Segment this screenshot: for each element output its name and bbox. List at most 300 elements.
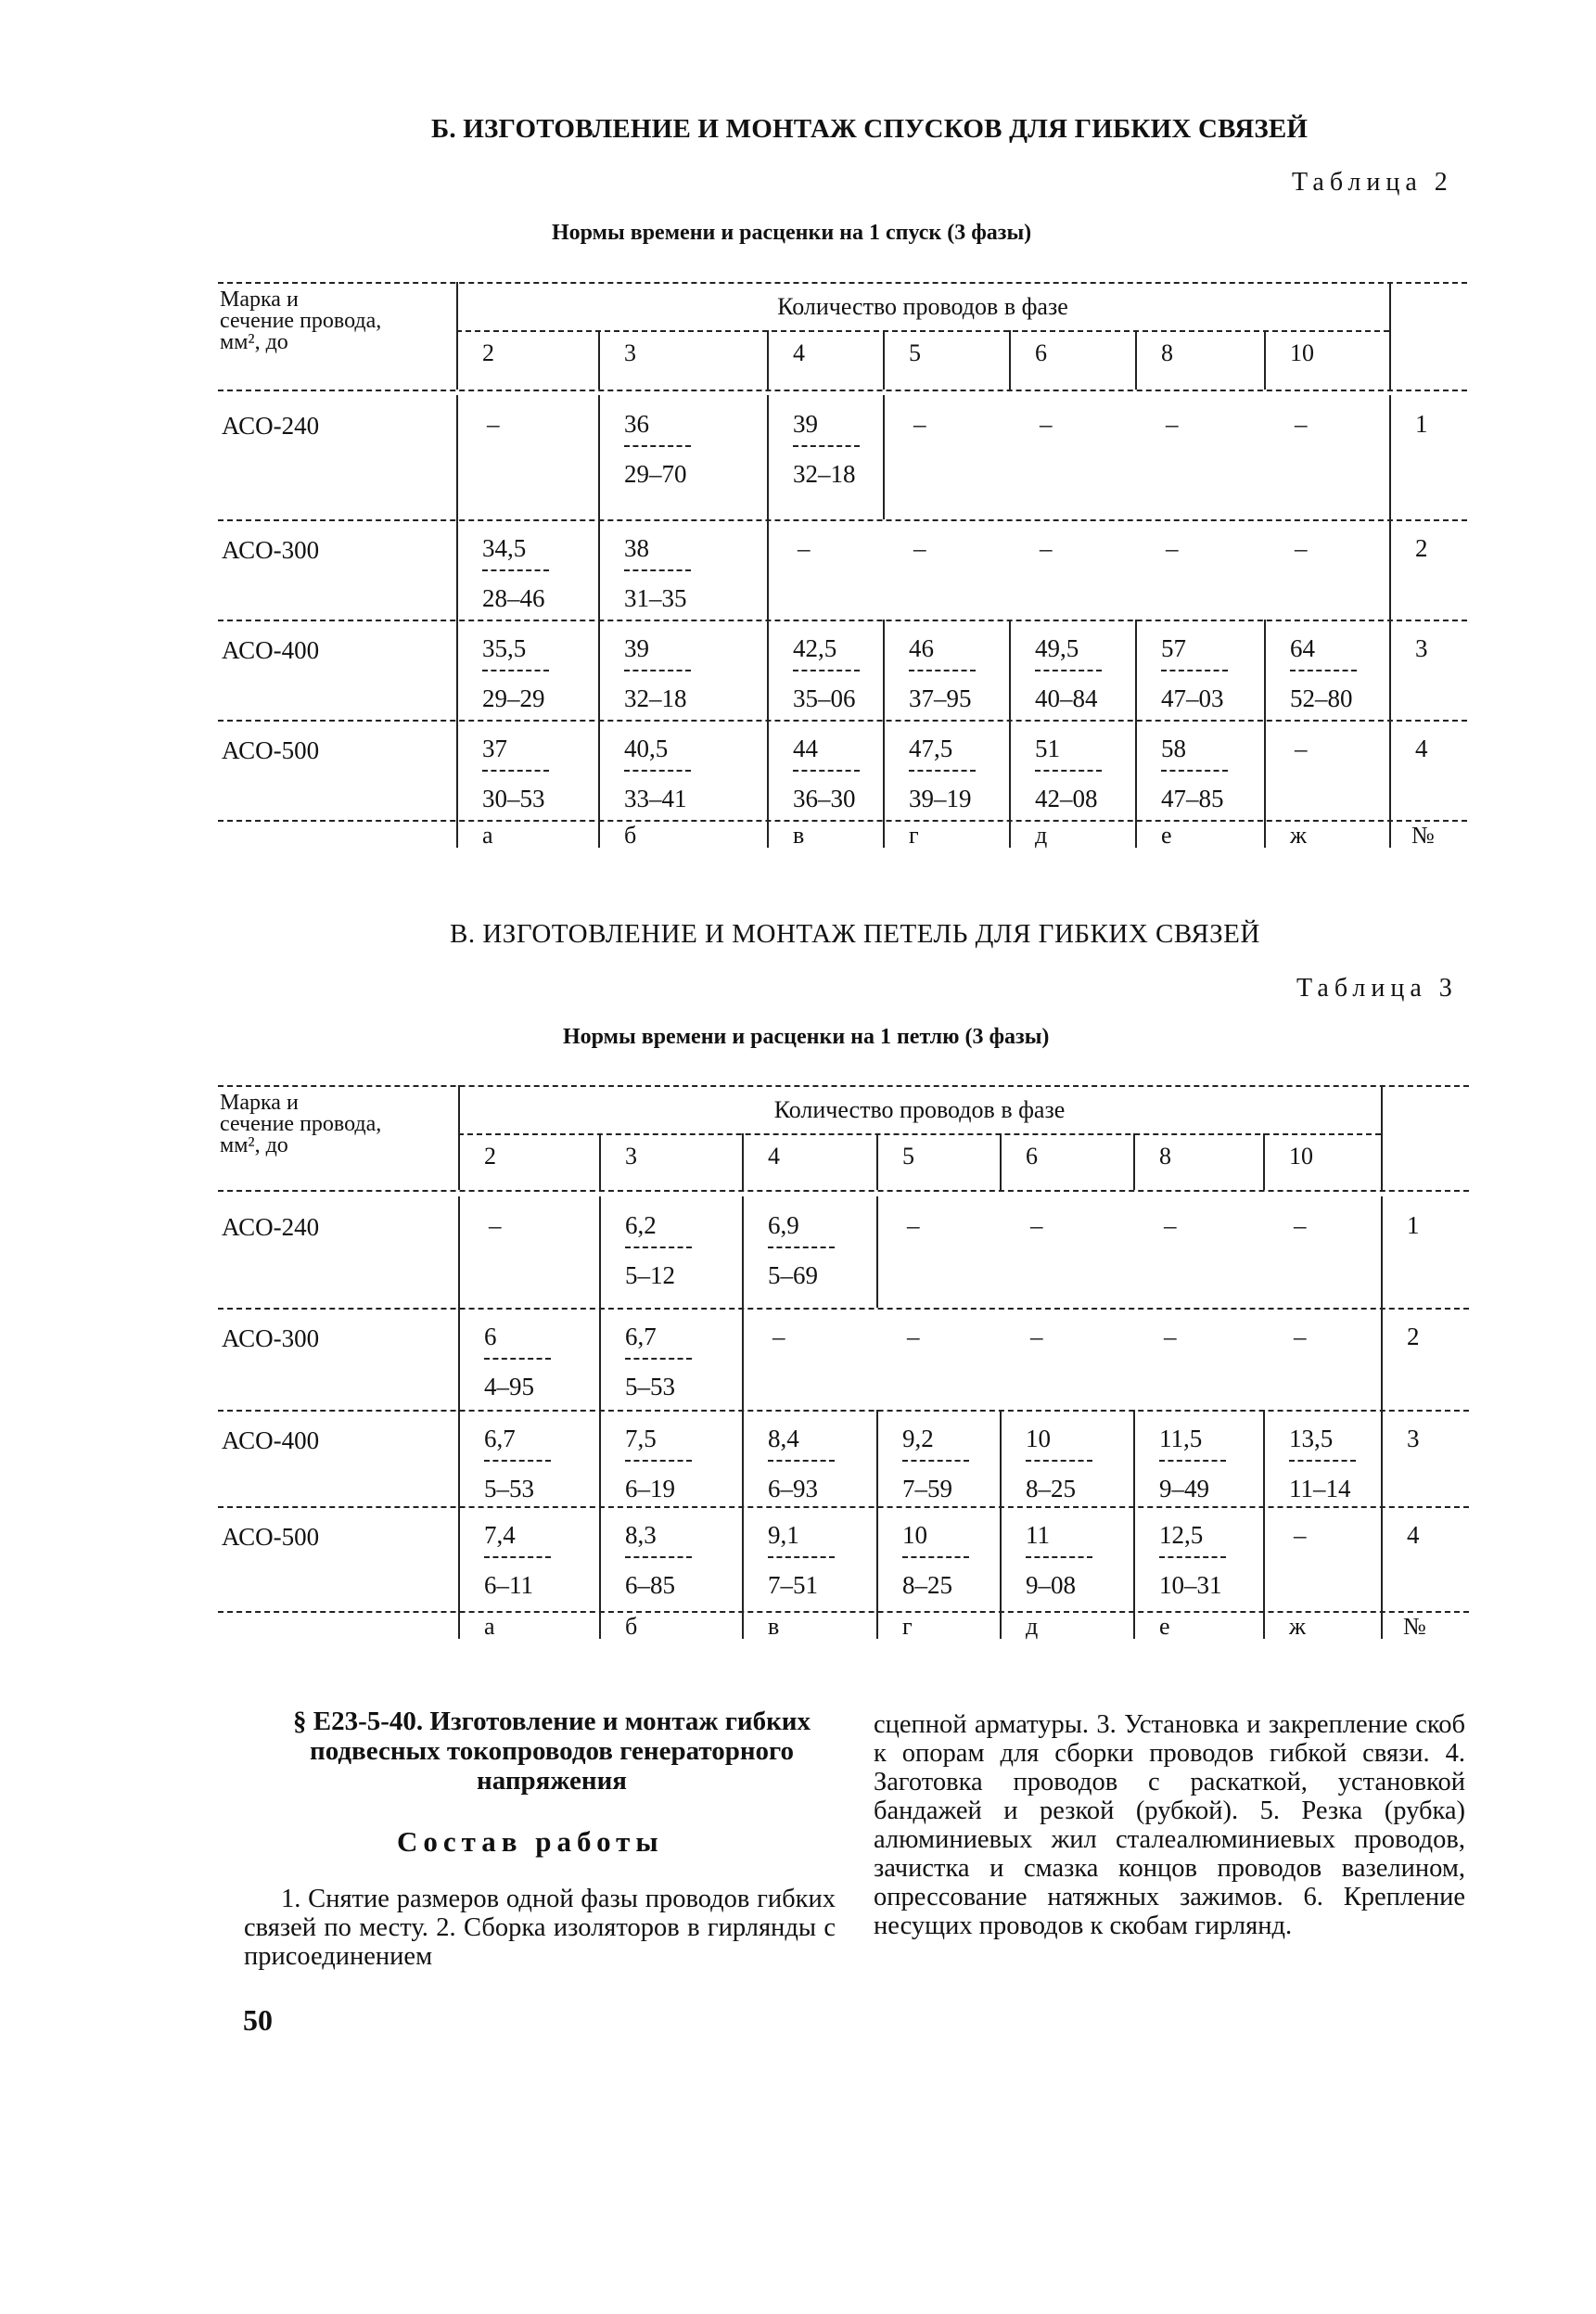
header-vline [1135, 330, 1137, 390]
row-vline [742, 1506, 744, 1611]
header-vline [876, 1133, 878, 1190]
cell-rate: 31–35 [624, 584, 687, 612]
cell-time: 57 [1161, 634, 1186, 662]
header-group-label: Количество проводов в фазе [773, 1096, 1066, 1123]
cell-rate: 42–08 [1035, 785, 1098, 812]
cell-time: 64 [1290, 634, 1315, 662]
cell-rate: 9–08 [1026, 1571, 1076, 1599]
row-vline [1135, 720, 1137, 820]
cell-empty: – [772, 1323, 785, 1350]
row-vline [1389, 620, 1391, 720]
cell-rate: 28–46 [482, 584, 545, 612]
footer-letter: б [624, 822, 637, 849]
cell-divider [1161, 670, 1228, 671]
header-vline [1381, 1085, 1383, 1190]
row-vline [1263, 1506, 1265, 1611]
row-vline [742, 1196, 744, 1308]
cell-empty: – [1040, 534, 1053, 562]
row-rule [218, 1410, 1469, 1412]
cell-divider [624, 670, 691, 671]
footer-vline [456, 820, 458, 848]
cell-divider [624, 445, 691, 447]
header-col-6: 6 [1026, 1143, 1038, 1170]
cell-divider [482, 569, 549, 571]
cell-time: 6,2 [625, 1211, 657, 1239]
row-vline [1381, 1196, 1383, 1308]
cell-time: 38 [624, 534, 649, 562]
table-cell [482, 634, 549, 713]
cell-empty: – [1295, 534, 1308, 562]
cell-divider [1035, 670, 1102, 671]
footer-vline [598, 820, 600, 848]
footer-letter: г [909, 822, 919, 849]
row-асо-240-label: АСО-240 [222, 412, 320, 440]
cell-rate: 29–29 [482, 684, 545, 712]
cell-divider [624, 569, 691, 571]
row-vline [883, 395, 885, 519]
section-v-title: В. ИЗГОТОВЛЕНИЕ И МОНТАЖ ПЕТЕЛЬ ДЛЯ ГИБКИХ СВЯЗЕЙ [450, 919, 1260, 949]
row-асо-400-label: АСО-400 [222, 1426, 320, 1454]
row-vline [767, 395, 769, 519]
cell-time: 9,2 [902, 1425, 934, 1452]
cell-empty: – [1030, 1323, 1043, 1350]
footer-letter: г [902, 1613, 913, 1640]
cell-divider [768, 1246, 835, 1248]
header-col-4: 4 [768, 1143, 780, 1170]
table-3-label: Таблица 3 [1296, 974, 1458, 1003]
row-vline [456, 519, 458, 620]
row-асо-300-label: АСО-300 [222, 1324, 320, 1352]
row-vline [599, 1410, 601, 1506]
table-rule-group [458, 1133, 1381, 1135]
footer-num-label: № [1411, 822, 1435, 849]
row-number: 1 [1415, 410, 1428, 438]
footer-letter: в [768, 1613, 780, 1640]
row-number: 3 [1407, 1425, 1420, 1452]
header-col-5: 5 [909, 339, 921, 366]
footer-letter: д [1035, 822, 1048, 849]
cell-rate: 32–18 [793, 460, 856, 488]
footer-vline [742, 1611, 744, 1639]
row-rule [218, 1308, 1469, 1310]
cell-divider [909, 670, 976, 671]
row-асо-500-label: АСО-500 [222, 736, 320, 764]
header-col-2: 2 [484, 1143, 496, 1170]
row-vline [1264, 720, 1266, 820]
footer-vline [1000, 1611, 1002, 1639]
table-cell [1289, 1425, 1356, 1503]
header-mark-line-1: Марка и [220, 1091, 299, 1115]
cell-time: 10 [1026, 1425, 1051, 1452]
cell-empty: – [798, 534, 811, 562]
row-vline [458, 1308, 460, 1410]
cell-empty: – [913, 534, 926, 562]
table-rule-top [218, 282, 1467, 284]
footer-letter: е [1159, 1613, 1170, 1640]
header-vline [767, 330, 769, 390]
row-vline [1000, 1506, 1002, 1611]
cell-divider [1159, 1460, 1226, 1462]
row-асо-400-label: АСО-400 [222, 636, 320, 664]
header-col-3: 3 [624, 339, 636, 366]
row-vline [876, 1196, 878, 1308]
cell-time: 7,4 [484, 1521, 516, 1549]
table-cell [624, 410, 691, 489]
cell-rate: 33–41 [624, 785, 687, 812]
cell-divider [902, 1556, 969, 1558]
cell-divider [482, 770, 549, 772]
cell-time: 39 [624, 634, 649, 662]
cell-rate: 11–14 [1289, 1475, 1351, 1502]
header-mark-line-3: мм², до [220, 1133, 288, 1157]
row-vline [883, 620, 885, 720]
cell-divider [909, 770, 976, 772]
table-cell [484, 1323, 551, 1401]
paragraph-subtitle: Состав работы [397, 1825, 664, 1858]
header-col-2: 2 [482, 339, 494, 366]
cell-time: 58 [1161, 735, 1186, 762]
row-rule [218, 519, 1467, 521]
cell-divider [482, 670, 549, 671]
cell-rate: 7–51 [768, 1571, 818, 1599]
row-vline [1263, 1410, 1265, 1506]
footer-letter: ж [1290, 822, 1307, 849]
cell-divider [484, 1460, 551, 1462]
row-vline [1009, 720, 1011, 820]
cell-time: 44 [793, 735, 818, 762]
cell-divider [1289, 1460, 1356, 1462]
header-vline [458, 1085, 460, 1190]
header-vline [599, 1133, 601, 1190]
row-rule [218, 620, 1467, 621]
cell-time: 11,5 [1159, 1425, 1203, 1452]
footer-letter: д [1026, 1613, 1039, 1640]
cell-time: 13,5 [1289, 1425, 1334, 1452]
row-rule [218, 1611, 1469, 1613]
table-cell [902, 1521, 969, 1600]
cell-empty: – [489, 1211, 502, 1239]
cell-divider [624, 770, 691, 772]
cell-rate: 5–12 [625, 1261, 675, 1289]
cell-empty: – [1294, 1211, 1307, 1239]
cell-empty: – [907, 1211, 920, 1239]
header-col-6: 6 [1035, 339, 1047, 366]
table-cell [624, 534, 691, 613]
table-cell [624, 735, 691, 813]
cell-rate: 10–31 [1159, 1571, 1222, 1599]
cell-divider [793, 670, 860, 671]
cell-time: 11 [1026, 1521, 1050, 1549]
table-cell [625, 1521, 692, 1600]
header-mark-line-2: сечение провода, [220, 1112, 382, 1136]
header-vline [1133, 1133, 1135, 1190]
cell-rate: 5–53 [625, 1373, 675, 1400]
page-number: 50 [243, 2003, 273, 2037]
cell-rate: 35–06 [793, 684, 856, 712]
cell-empty: – [1166, 410, 1179, 438]
cell-time: 8,4 [768, 1425, 799, 1452]
paragraph-left-text: 1. Снятие размеров одной фазы проводов гибких связей по месту. 2. Сборка изоляторов в гирлянды с присоединением [244, 1885, 836, 1971]
header-mark-line-3: мм², до [220, 330, 288, 354]
cell-time: 46 [909, 634, 934, 662]
cell-divider [484, 1556, 551, 1558]
table-cell [768, 1425, 835, 1503]
cell-divider [484, 1358, 551, 1360]
header-mark-label [220, 1093, 381, 1157]
cell-divider [768, 1556, 835, 1558]
cell-divider [625, 1358, 692, 1360]
table-cell [484, 1521, 551, 1600]
row-vline [1381, 1308, 1383, 1410]
header-vline [742, 1133, 744, 1190]
table-cell [484, 1425, 551, 1503]
cell-time: 7,5 [625, 1425, 657, 1452]
row-rule [218, 820, 1467, 822]
row-vline [599, 1196, 601, 1308]
footer-letter: б [625, 1613, 638, 1640]
cell-time: 6,7 [484, 1425, 516, 1452]
cell-empty: – [1164, 1323, 1177, 1350]
cell-time: 6,7 [625, 1323, 657, 1350]
header-col-4: 4 [793, 339, 805, 366]
row-vline [742, 1410, 744, 1506]
cell-rate: 37–95 [909, 684, 972, 712]
row-vline [742, 1308, 744, 1410]
cell-divider [1290, 670, 1357, 671]
row-vline [767, 620, 769, 720]
cell-time: 34,5 [482, 534, 527, 562]
header-group-label: Количество проводов в фазе [777, 293, 1068, 320]
row-vline [1381, 1506, 1383, 1611]
table-cell [909, 735, 976, 813]
footer-vline [1381, 1611, 1383, 1639]
footer-letter: ж [1289, 1613, 1306, 1640]
cell-rate: 8–25 [1026, 1475, 1076, 1502]
row-vline [456, 620, 458, 720]
cell-divider [1035, 770, 1102, 772]
footer-vline [767, 820, 769, 848]
cell-rate: 7–59 [902, 1475, 952, 1502]
row-vline [598, 519, 600, 620]
footer-vline [1264, 820, 1266, 848]
cell-divider [625, 1460, 692, 1462]
row-number: 2 [1415, 534, 1428, 562]
table-2-caption: Нормы времени и расценки на 1 спуск (3 фазы) [552, 221, 1032, 245]
cell-time: 10 [902, 1521, 927, 1549]
cell-time: 49,5 [1035, 634, 1079, 662]
cell-empty: – [1040, 410, 1053, 438]
header-col-10: 10 [1290, 339, 1314, 366]
footer-vline [1133, 1611, 1135, 1639]
row-number: 4 [1407, 1521, 1420, 1549]
cell-rate: 6–85 [625, 1571, 675, 1599]
row-vline [599, 1506, 601, 1611]
cell-rate: 47–85 [1161, 785, 1224, 812]
cell-time: 12,5 [1159, 1521, 1204, 1549]
cell-rate: 29–70 [624, 460, 687, 488]
cell-divider [1159, 1556, 1226, 1558]
cell-divider [1161, 770, 1228, 772]
row-vline [456, 395, 458, 519]
row-vline [1381, 1410, 1383, 1506]
row-vline [1264, 620, 1266, 720]
table-cell [625, 1425, 692, 1503]
row-vline [458, 1410, 460, 1506]
section-b-title: Б. ИЗГОТОВЛЕНИЕ И МОНТАЖ СПУСКОВ ДЛЯ ГИБКИХ СВЯЗЕЙ [431, 114, 1309, 144]
table-cell [1026, 1425, 1092, 1503]
cell-divider [1026, 1460, 1092, 1462]
cell-rate: 6–93 [768, 1475, 818, 1502]
row-vline [599, 1308, 601, 1410]
header-vline [598, 330, 600, 390]
table-cell [768, 1521, 835, 1600]
cell-rate: 40–84 [1035, 684, 1098, 712]
table-cell [624, 634, 691, 713]
paragraph-right-text: сцепной арматуры. 3. Установка и закрепление скоб к опорам для сборки проводов гибкой связи. 4. Заготовка проводов с раскаткой, установкой бандажей и резкой (рубкой). 5. Резка (рубка) алюминиевых жил сталеалюминиевых проводов, зачистка и смазка концов проводов вазелином, опрессование натяжных зажимов. 6. Крепление несущих проводов к скобам гирлянд. [874, 1710, 1465, 1940]
table-cell [793, 634, 860, 713]
row-vline [876, 1410, 878, 1506]
header-vline [456, 282, 458, 390]
row-vline [1133, 1410, 1135, 1506]
table-cell [1161, 634, 1228, 713]
table-cell [625, 1211, 692, 1290]
table-cell [625, 1323, 692, 1401]
row-vline [1389, 395, 1391, 519]
paragraph-title: § Е23-5-40. Изготовление и монтаж гибких подвесных токопроводов генераторного напряжения [293, 1707, 811, 1796]
footer-vline [599, 1611, 601, 1639]
footer-num-label: № [1403, 1613, 1426, 1640]
cell-time: 35,5 [482, 634, 527, 662]
cell-rate: 5–69 [768, 1261, 818, 1289]
cell-empty: – [1295, 410, 1308, 438]
cell-rate: 39–19 [909, 785, 972, 812]
footer-letter: а [482, 822, 493, 849]
row-number: 2 [1407, 1323, 1420, 1350]
cell-divider [793, 445, 860, 447]
cell-time: 6,9 [768, 1211, 799, 1239]
header-mark-line-1: Марка и [220, 288, 299, 312]
footer-letter: а [484, 1613, 495, 1640]
header-col-5: 5 [902, 1143, 914, 1170]
table-cell [793, 735, 860, 813]
cell-rate: 4–95 [484, 1373, 534, 1400]
row-rule [218, 1506, 1469, 1508]
cell-rate: 36–30 [793, 785, 856, 812]
row-number: 4 [1415, 735, 1428, 762]
footer-vline [1389, 820, 1391, 848]
row-vline [767, 720, 769, 820]
row-vline [456, 720, 458, 820]
cell-time: 36 [624, 410, 649, 438]
header-vline [1000, 1133, 1002, 1190]
cell-time: 51 [1035, 735, 1060, 762]
cell-empty: – [1164, 1211, 1177, 1239]
cell-rate: 6–11 [484, 1571, 533, 1599]
footer-letter: е [1161, 822, 1172, 849]
table-rule-group [456, 330, 1389, 332]
footer-vline [1263, 1611, 1265, 1639]
footer-letter: в [793, 822, 805, 849]
cell-empty: – [907, 1323, 920, 1350]
cell-time: 9,1 [768, 1521, 799, 1549]
table-cell [1161, 735, 1228, 813]
cell-time: 8,3 [625, 1521, 657, 1549]
cell-time: 39 [793, 410, 818, 438]
cell-divider [1026, 1556, 1092, 1558]
row-vline [767, 519, 769, 620]
row-vline [598, 620, 600, 720]
cell-time: 40,5 [624, 735, 669, 762]
header-vline [1389, 282, 1391, 390]
row-vline [1133, 1506, 1135, 1611]
table-cell [909, 634, 976, 713]
cell-divider [625, 1246, 692, 1248]
cell-rate: 5–53 [484, 1475, 534, 1502]
cell-time: 37 [482, 735, 507, 762]
header-mark-label [220, 289, 381, 353]
row-vline [883, 720, 885, 820]
cell-rate: 52–80 [1290, 684, 1353, 712]
table-rule-header [218, 390, 1467, 391]
row-vline [458, 1196, 460, 1308]
cell-divider [902, 1460, 969, 1462]
table-cell [482, 534, 549, 613]
table-rule-top [218, 1085, 1469, 1087]
cell-divider [625, 1556, 692, 1558]
row-vline [1009, 620, 1011, 720]
table-cell [482, 735, 549, 813]
header-mark-line-2: сечение провода, [220, 309, 382, 333]
row-number: 3 [1415, 634, 1428, 662]
row-vline [876, 1506, 878, 1611]
cell-empty: – [487, 410, 500, 438]
cell-empty: – [1166, 534, 1179, 562]
table-cell [768, 1211, 835, 1290]
cell-rate: 9–49 [1159, 1475, 1209, 1502]
header-col-10: 10 [1289, 1143, 1313, 1170]
footer-vline [1135, 820, 1137, 848]
footer-vline [883, 820, 885, 848]
row-vline [598, 395, 600, 519]
footer-vline [1009, 820, 1011, 848]
row-vline [1135, 620, 1137, 720]
cell-divider [768, 1460, 835, 1462]
cell-empty: – [1030, 1211, 1043, 1239]
row-асо-300-label: АСО-300 [222, 536, 320, 564]
table-cell [1026, 1521, 1092, 1600]
table-cell [1035, 735, 1102, 813]
table-cell [1159, 1425, 1226, 1503]
cell-rate: 47–03 [1161, 684, 1224, 712]
cell-rate: 30–53 [482, 785, 545, 812]
cell-divider [793, 770, 860, 772]
cell-empty: – [1295, 735, 1308, 762]
cell-time: 6 [484, 1323, 497, 1350]
cell-time: 47,5 [909, 735, 953, 762]
cell-rate: 32–18 [624, 684, 687, 712]
table-cell [1290, 634, 1357, 713]
row-vline [1000, 1410, 1002, 1506]
table-2-label: Таблица 2 [1292, 168, 1453, 197]
table-rule-header [218, 1190, 1469, 1192]
header-col-8: 8 [1159, 1143, 1171, 1170]
row-vline [458, 1506, 460, 1611]
row-vline [1389, 720, 1391, 820]
cell-empty: – [913, 410, 926, 438]
table-cell [1035, 634, 1102, 713]
footer-vline [458, 1611, 460, 1639]
cell-rate: 8–25 [902, 1571, 952, 1599]
